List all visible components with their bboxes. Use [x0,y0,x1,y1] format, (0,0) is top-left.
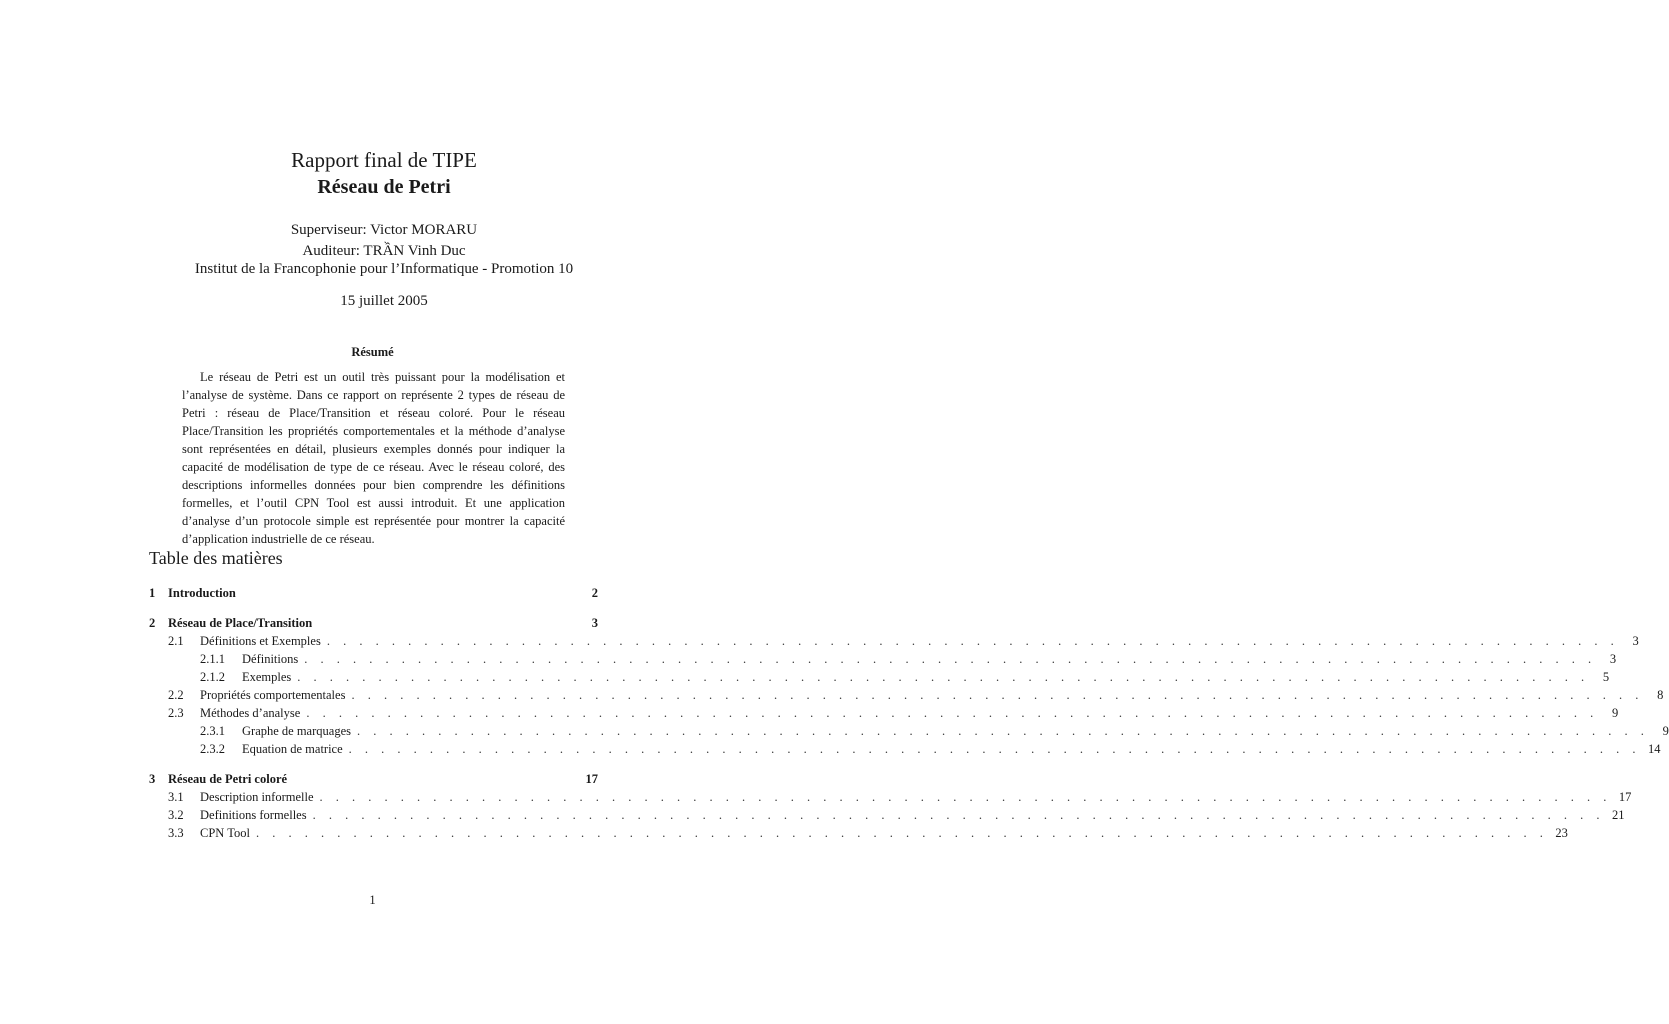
institute-line: Institut de la Francophonie pour l’Informatique - Promotion 10 [194,261,574,277]
toc-entry-leader: . . . . . . . . . . . . . . . . . . . . . . . . . . . . . . . . . . . . . . . . . . . . . . . . . . . . . . . . . . . . . . . . . . . . . . . . . . . . . . . . [348,742,1641,756]
toc-entry-number: 2.2 [168,688,184,702]
toc-entry-label: Propriétés comportementales [200,688,346,702]
toc-entry[interactable] [149,806,1625,824]
toc-entry-page: 9 [1662,724,1669,738]
toc-entry-number: 3.1 [168,790,184,804]
toc-entry-page: 17 [585,772,598,786]
supervisor-line: Superviseur: Victor MORARU [290,222,478,238]
toc-entry[interactable] [149,632,1639,650]
toc-entry[interactable] [149,650,1617,668]
toc-entry-number: 3.3 [168,826,184,840]
toc-entry-label: Définitions [242,652,299,666]
toc-entry-leader: . . . . . . . . . . . . . . . . . . . . . . . . . . . . . . . . . . . . . . . . . . . . . . . . . . . . . . . . . . . . . . . . . . . . . . . . . . . . . . . . [356,724,1649,738]
report-date: 15 juillet 2005 [340,293,428,309]
toc-entry-page: 5 [1602,670,1610,684]
toc-entry-page: 3 [1609,652,1617,666]
page-number: 1 [369,893,376,907]
toc-entry-leader: . . . . . . . . . . . . . . . . . . . . . . . . . . . . . . . . . . . . . . . . . . . . . . . . . . . . . . . . . . . . . . . . . . . . . . . . . . . . . . . . [326,634,1619,648]
toc-entry[interactable] [149,614,598,632]
toc-entry-number: 3.2 [168,808,184,822]
abstract-text: Le réseau de Petri est un outil très puissant pour la modélisation et l’analyse de système. Dans ce rapport on représente 2 types de réseau de Petri : réseau de Place/Transition et réseau coloré. Pour le réseau Place/Transition les propriétés comportementales et la méthode d’analyse sont représentées en détail, plusieurs exemples donnés pour indiquer la capacité de modélisation de type de ce réseau. Avec le réseau coloré, des descriptions informelles données pour bien comprendre les définitions formelles, et l’outil CPN Tool est aussi introduit. Et une application d’analyse d’un protocole simple est représentée pour montrer la capacité d’application industrielle de ce réseau. [182,370,565,546]
toc-entry-leader: . . . . . . . . . . . . . . . . . . . . . . . . . . . . . . . . . . . . . . . . . . . . . . . . . . . . . . . . . . . . . . . . . . . . . . . . . . . . . . . . [312,808,1605,822]
toc-entry-label: Equation de matrice [242,742,343,756]
toc-entry-page: 9 [1611,706,1619,720]
toc-entry-label: Méthodes d’analyse [200,706,301,720]
report-subtitle: Réseau de Petri [317,176,451,198]
toc-entry-leader: . . . . . . . . . . . . . . . . . . . . . . . . . . . . . . . . . . . . . . . . . . . . . . . . . . . . . . . . . . . . . . . . . . . . . . . . . . . . . . . . [351,688,1644,702]
toc-entry-page: 2 [591,586,598,600]
toc-entry[interactable] [149,722,1669,740]
toc-entry-label: Réseau de Place/Transition [168,616,313,630]
toc-entry-label: Graphe de marquages [242,724,351,738]
toc-entry-number: 2 [149,616,156,630]
toc-entry[interactable] [149,668,1610,686]
toc-entry-label: Definitions formelles [200,808,307,822]
toc-entry[interactable] [149,824,1568,842]
toc-entry[interactable] [149,770,598,788]
toc-entry-leader: . . . . . . . . . . . . . . . . . . . . . . . . . . . . . . . . . . . . . . . . . . . . . . . . . . . . . . . . . . . . . . . . . . . . . . . . . . . . . . . . [304,652,1597,666]
toc-entry-leader: . . . . . . . . . . . . . . . . . . . . . . . . . . . . . . . . . . . . . . . . . . . . . . . . . . . . . . . . . . . . . . . . . . . . . . . . . . . . . . . . [319,790,1612,804]
toc-entry-number: 2.1.2 [200,670,225,684]
toc-entry-label: Définitions et Exemples [200,634,321,648]
toc-entry-page: 23 [1555,826,1568,840]
toc-entry-label: Introduction [168,586,236,600]
toc-entry[interactable] [149,740,1661,758]
toc-entry[interactable] [149,788,1632,806]
toc-entry[interactable] [149,686,1664,704]
toc-entry-page: 21 [1611,808,1625,822]
toc-entry-number: 3 [149,772,156,786]
toc-entry-number: 2.3 [168,706,184,720]
toc-entry-label: CPN Tool [200,826,250,840]
toc-entry-page: 3 [591,616,598,630]
toc-entry[interactable] [149,704,1619,722]
toc-entry-leader: . . . . . . . . . . . . . . . . . . . . . . . . . . . . . . . . . . . . . . . . . . . . . . . . . . . . . . . . . . . . . . . . . . . . . . . . . . . . . . . . [306,706,1599,720]
report-title: Rapport final de TIPE [291,148,477,172]
auditor-line: Auditeur: TRẦN Vinh Duc [302,243,466,259]
toc-entry-number: 2.1 [168,634,184,648]
toc-entry-number: 2.1.1 [200,652,225,666]
toc-section-gap [149,602,598,614]
toc-entry-number: 2.3.1 [200,724,225,738]
toc-entry-page: 8 [1657,688,1664,702]
toc-entry-leader: . . . . . . . . . . . . . . . . . . . . . . . . . . . . . . . . . . . . . . . . . . . . . . . . . . . . . . . . . . . . . . . . . . . . . . . . . . . . . . . . [297,670,1590,684]
toc-entry-page: 17 [1618,790,1632,804]
table-of-contents [149,584,1669,842]
toc-entry-number: 2.3.2 [200,742,225,756]
abstract-heading: Résumé [351,345,394,359]
toc-entry[interactable] [149,584,598,602]
toc-section-gap [149,758,598,770]
toc-entry-page: 14 [1648,742,1661,756]
toc-title: Table des matières [149,548,283,568]
toc-entry-number: 1 [149,586,156,600]
toc-entry-label: Réseau de Petri coloré [168,772,288,786]
toc-entry-page: 3 [1632,634,1639,648]
toc-entry-leader: . . . . . . . . . . . . . . . . . . . . . . . . . . . . . . . . . . . . . . . . . . . . . . . . . . . . . . . . . . . . . . . . . . . . . . . . . . . . . . . . [255,826,1548,840]
toc-entry-label: Description informelle [200,790,314,804]
toc-entry-label: Exemples [242,670,292,684]
